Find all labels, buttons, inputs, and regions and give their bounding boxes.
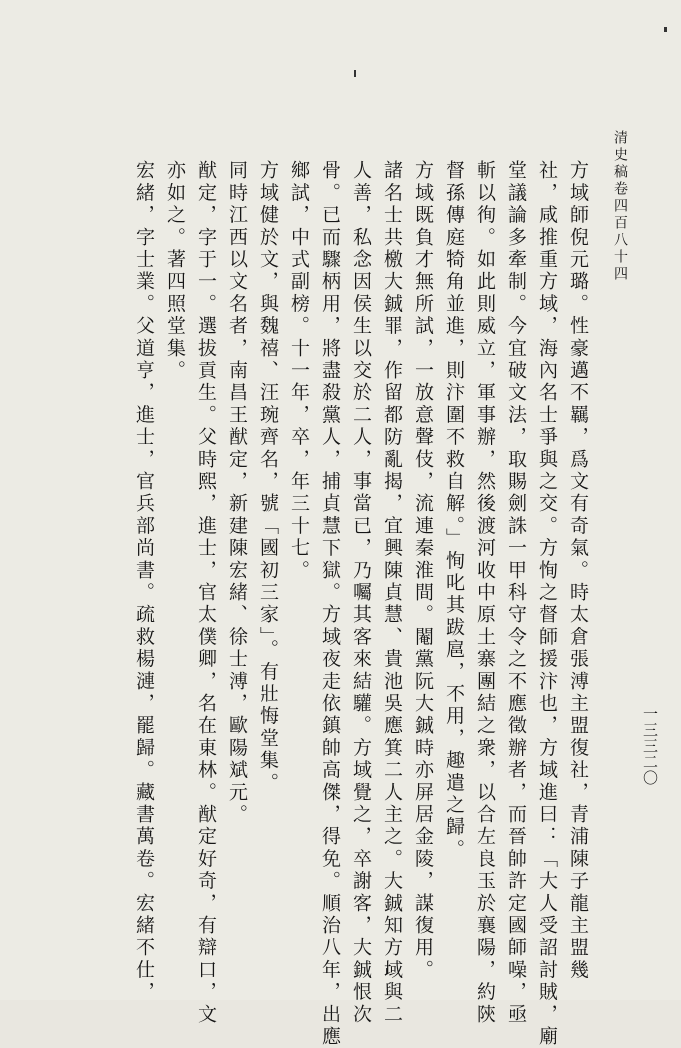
text-column: 社，咸推重方域，海內名士爭與之交。方恂之督師援汴也，方域進曰：「大人受詔討賊，廟 [536,160,558,1048]
text-column: 猷定，字于一。選拔貢生。父時熙，進士，官太僕卿，名在東林。猷定好奇，有辯口，文 [195,160,217,1026]
text-column: 宏緒，字士業。父道亨，進士，官兵部尚書。疏救楊漣，罷歸。藏書萬卷。宏緒不仕， [133,160,155,1004]
scan-speck [354,70,356,77]
text-column: 斬以徇。如此則威立，軍事辦，然後渡河收中原土寨團結之衆，以合左良玉於襄陽，約陝 [474,160,496,1026]
text-column: 堂議論多牽制。今宜破文法，取賜劍誅一甲科守令之不應徵辦者，而晉帥許定國師噪，亟 [505,160,527,1026]
text-column: 督孫傳庭犄角並進，則汴圍不救自解。」恂叱其跋扈，不用，趣遣之歸。 [443,160,465,861]
running-header: 清史稿卷四百八十四 [612,130,628,283]
text-column: 方域師倪元璐。性豪邁不羈，爲文有奇氣。時太倉張溥主盟復社，青浦陳子龍主盟幾 [567,160,589,982]
text-column: 骨。已而驟柄用，將盡殺黨人，捕貞慧下獄。方域夜走依鎮帥高傑，得免。順治八年，出應 [319,160,341,1048]
text-column: 同時江西以文名者，南昌王猷定，新建陳宏緒、徐士溥，歐陽斌元。 [226,160,248,826]
text-column: 鄉試，中式副榜。十一年，卒，年三十七。 [288,160,310,582]
scan-speck [664,27,667,32]
text-column: 方域既負才無所試，一放意聲伎，流連秦淮間。閹黨阮大鋮時亦屏居金陵，謀復用。 [412,160,434,982]
text-column: 諸名士共檄大鋮罪，作留都防亂揭，宜興陳貞慧、貴池吳應箕二人主之。大鋮知方域與二 [381,160,403,1026]
page-number: 一三三二〇 [641,706,659,786]
text-column: 亦如之。著四照堂集。 [164,160,186,382]
text-column: 人善，私念因侯生以交於二人，事當已，乃囑其客來結驩。方域覺之，卒謝客，大鋮恨次 [350,160,372,1026]
text-column: 方域健於文，與魏禧、汪琬齊名，號「國初三家」。有壯悔堂集。 [257,160,279,795]
